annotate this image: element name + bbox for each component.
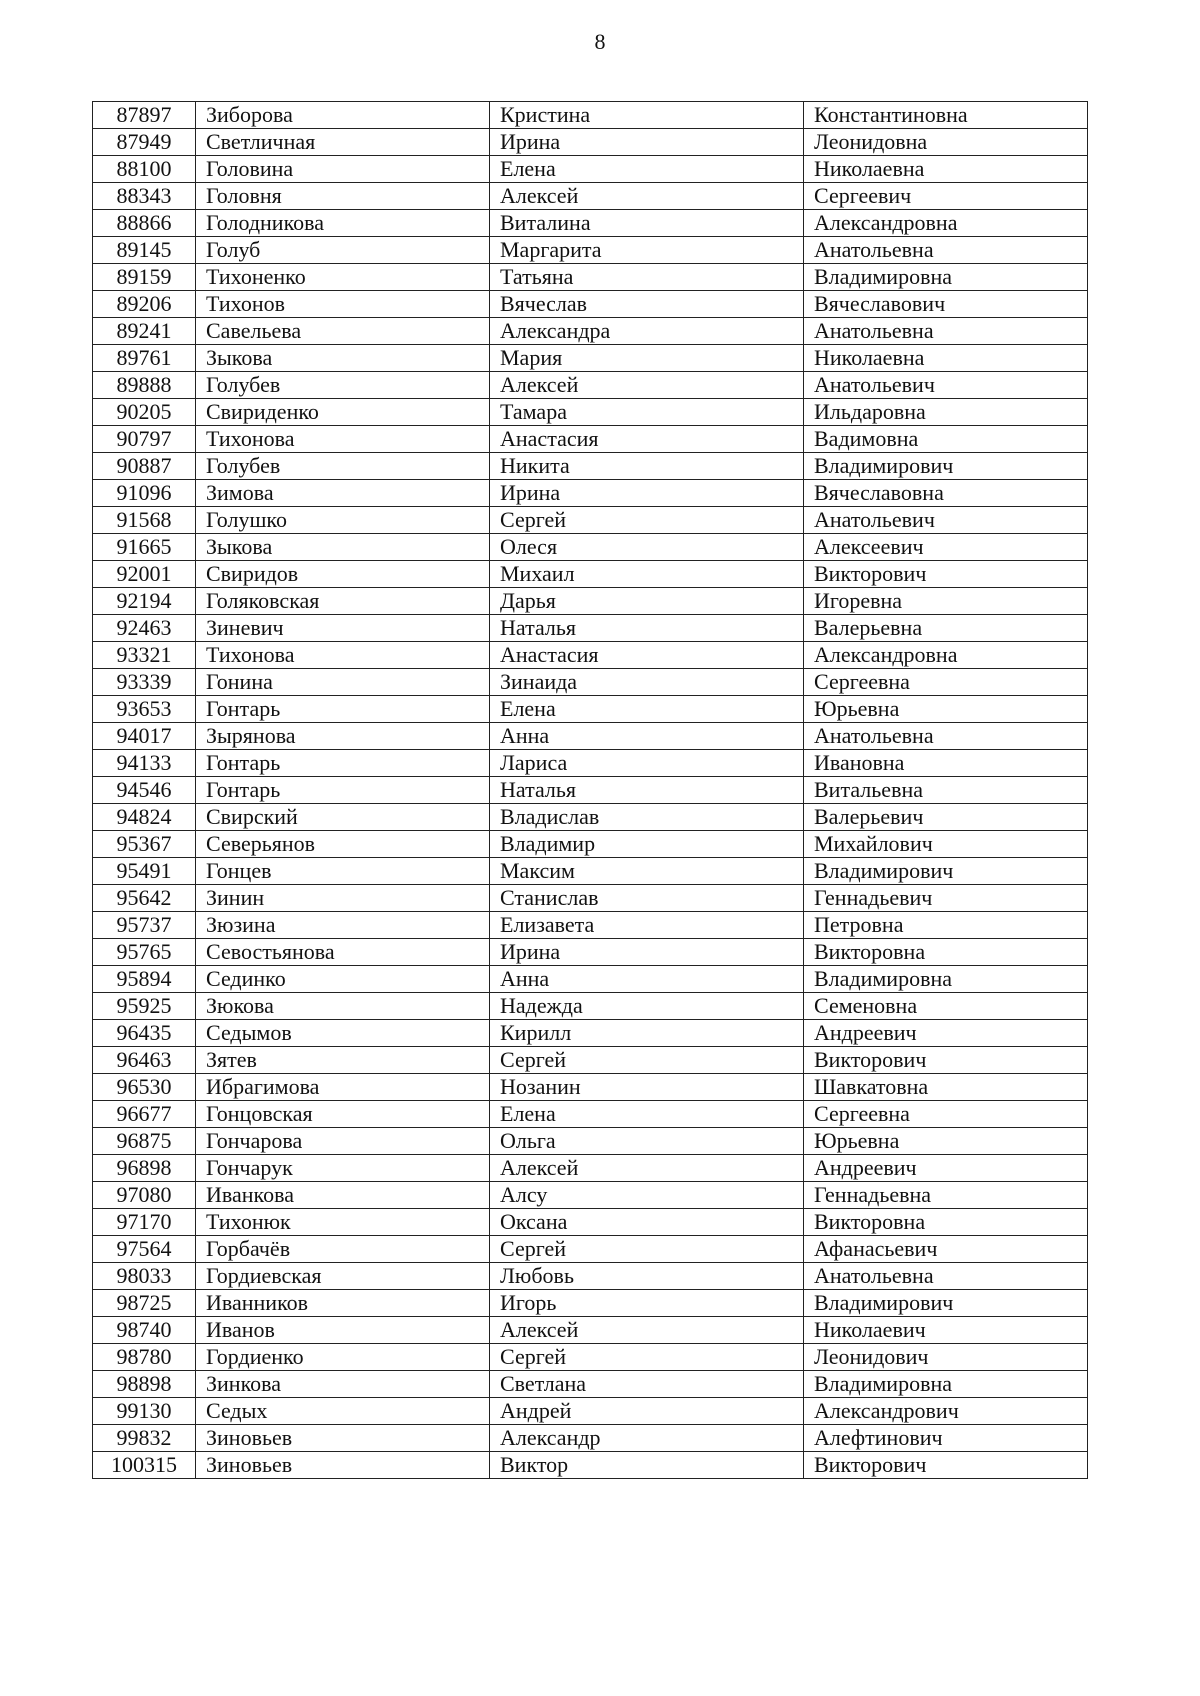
patronymic-cell: Анатольевна xyxy=(804,1263,1088,1290)
record-number-cell: 95491 xyxy=(93,858,196,885)
surname-cell: Тихонов xyxy=(196,291,490,318)
patronymic-cell: Владимировна xyxy=(804,966,1088,993)
first-name-cell: Михаил xyxy=(490,561,804,588)
table-row xyxy=(93,804,1088,831)
surname-cell: Гонтарь xyxy=(196,777,490,804)
table-row xyxy=(93,183,1088,210)
table-row xyxy=(93,642,1088,669)
first-name-cell: Любовь xyxy=(490,1263,804,1290)
surname-cell: Зырянова xyxy=(196,723,490,750)
record-number-cell: 89159 xyxy=(93,264,196,291)
surname-cell: Тихонюк xyxy=(196,1209,490,1236)
patronymic-cell: Витальевна xyxy=(804,777,1088,804)
table-row xyxy=(93,723,1088,750)
first-name-cell: Алексей xyxy=(490,1317,804,1344)
record-number-cell: 91568 xyxy=(93,507,196,534)
patronymic-cell: Семеновна xyxy=(804,993,1088,1020)
patronymic-cell: Викторович xyxy=(804,1047,1088,1074)
patronymic-cell: Владимирович xyxy=(804,453,1088,480)
patronymic-cell: Викторовна xyxy=(804,939,1088,966)
first-name-cell: Наталья xyxy=(490,615,804,642)
record-number-cell: 99130 xyxy=(93,1398,196,1425)
table-row xyxy=(93,1020,1088,1047)
first-name-cell: Ирина xyxy=(490,939,804,966)
patronymic-cell: Игоревна xyxy=(804,588,1088,615)
record-number-cell: 96463 xyxy=(93,1047,196,1074)
surname-cell: Тихонова xyxy=(196,642,490,669)
surname-cell: Ибрагимова xyxy=(196,1074,490,1101)
record-number-cell: 98033 xyxy=(93,1263,196,1290)
table-row xyxy=(93,588,1088,615)
patronymic-cell: Александрович xyxy=(804,1398,1088,1425)
first-name-cell: Наталья xyxy=(490,777,804,804)
surname-cell: Гонина xyxy=(196,669,490,696)
surname-cell: Гонцовская xyxy=(196,1101,490,1128)
surname-cell: Зинкова xyxy=(196,1371,490,1398)
table-row xyxy=(93,156,1088,183)
table-row xyxy=(93,750,1088,777)
patronymic-cell: Викторовна xyxy=(804,1209,1088,1236)
record-number-cell: 88343 xyxy=(93,183,196,210)
record-number-cell: 89761 xyxy=(93,345,196,372)
first-name-cell: Надежда xyxy=(490,993,804,1020)
surname-cell: Гордиевская xyxy=(196,1263,490,1290)
table-row xyxy=(93,102,1088,129)
surname-cell: Светличная xyxy=(196,129,490,156)
record-number-cell: 91665 xyxy=(93,534,196,561)
first-name-cell: Оксана xyxy=(490,1209,804,1236)
record-number-cell: 96530 xyxy=(93,1074,196,1101)
surname-cell: Гонтарь xyxy=(196,750,490,777)
table-row xyxy=(93,858,1088,885)
first-name-cell: Сергей xyxy=(490,1236,804,1263)
patronymic-cell: Валерьевич xyxy=(804,804,1088,831)
record-number-cell: 98898 xyxy=(93,1371,196,1398)
first-name-cell: Кирилл xyxy=(490,1020,804,1047)
table-row xyxy=(93,291,1088,318)
table-row xyxy=(93,1101,1088,1128)
record-number-cell: 89206 xyxy=(93,291,196,318)
first-name-cell: Александр xyxy=(490,1425,804,1452)
surname-cell: Иванников xyxy=(196,1290,490,1317)
patronymic-cell: Сергеевич xyxy=(804,183,1088,210)
patronymic-cell: Афанасьевич xyxy=(804,1236,1088,1263)
first-name-cell: Татьяна xyxy=(490,264,804,291)
first-name-cell: Игорь xyxy=(490,1290,804,1317)
record-number-cell: 93321 xyxy=(93,642,196,669)
surname-cell: Зюзина xyxy=(196,912,490,939)
patronymic-cell: Ивановна xyxy=(804,750,1088,777)
record-number-cell: 99832 xyxy=(93,1425,196,1452)
record-number-cell: 98740 xyxy=(93,1317,196,1344)
surname-cell: Голяковская xyxy=(196,588,490,615)
record-number-cell: 97080 xyxy=(93,1182,196,1209)
surname-cell: Головина xyxy=(196,156,490,183)
patronymic-cell: Алексеевич xyxy=(804,534,1088,561)
table-row xyxy=(93,885,1088,912)
first-name-cell: Максим xyxy=(490,858,804,885)
patronymic-cell: Анатольевна xyxy=(804,318,1088,345)
table-row xyxy=(93,939,1088,966)
roster-table-body xyxy=(93,102,1088,1479)
record-number-cell: 88866 xyxy=(93,210,196,237)
first-name-cell: Виктор xyxy=(490,1452,804,1479)
surname-cell: Горбачёв xyxy=(196,1236,490,1263)
first-name-cell: Владимир xyxy=(490,831,804,858)
surname-cell: Седымов xyxy=(196,1020,490,1047)
surname-cell: Зюкова xyxy=(196,993,490,1020)
table-row xyxy=(93,777,1088,804)
first-name-cell: Тамара xyxy=(490,399,804,426)
surname-cell: Севостьянова xyxy=(196,939,490,966)
record-number-cell: 89145 xyxy=(93,237,196,264)
first-name-cell: Алексей xyxy=(490,183,804,210)
patronymic-cell: Анатольевна xyxy=(804,237,1088,264)
surname-cell: Зыкова xyxy=(196,345,490,372)
patronymic-cell: Леонидович xyxy=(804,1344,1088,1371)
first-name-cell: Нозанин xyxy=(490,1074,804,1101)
record-number-cell: 92001 xyxy=(93,561,196,588)
first-name-cell: Алсу xyxy=(490,1182,804,1209)
table-row xyxy=(93,561,1088,588)
record-number-cell: 91096 xyxy=(93,480,196,507)
surname-cell: Свиридов xyxy=(196,561,490,588)
first-name-cell: Никита xyxy=(490,453,804,480)
table-row xyxy=(93,129,1088,156)
first-name-cell: Ольга xyxy=(490,1128,804,1155)
surname-cell: Голушко xyxy=(196,507,490,534)
record-number-cell: 96898 xyxy=(93,1155,196,1182)
patronymic-cell: Александровна xyxy=(804,642,1088,669)
table-row xyxy=(93,1182,1088,1209)
first-name-cell: Елена xyxy=(490,696,804,723)
first-name-cell: Анастасия xyxy=(490,426,804,453)
record-number-cell: 94017 xyxy=(93,723,196,750)
table-row xyxy=(93,1047,1088,1074)
table-row xyxy=(93,345,1088,372)
record-number-cell: 87897 xyxy=(93,102,196,129)
table-row xyxy=(93,426,1088,453)
surname-cell: Гончарова xyxy=(196,1128,490,1155)
first-name-cell: Виталина xyxy=(490,210,804,237)
first-name-cell: Вячеслав xyxy=(490,291,804,318)
patronymic-cell: Николаевна xyxy=(804,345,1088,372)
surname-cell: Гонтарь xyxy=(196,696,490,723)
table-row xyxy=(93,1155,1088,1182)
table-row xyxy=(93,696,1088,723)
patronymic-cell: Викторович xyxy=(804,1452,1088,1479)
first-name-cell: Ирина xyxy=(490,480,804,507)
surname-cell: Голодникова xyxy=(196,210,490,237)
surname-cell: Тихонова xyxy=(196,426,490,453)
surname-cell: Иванкова xyxy=(196,1182,490,1209)
record-number-cell: 97170 xyxy=(93,1209,196,1236)
patronymic-cell: Юрьевна xyxy=(804,696,1088,723)
first-name-cell: Елена xyxy=(490,156,804,183)
table-row xyxy=(93,1317,1088,1344)
patronymic-cell: Анатольевич xyxy=(804,507,1088,534)
record-number-cell: 95925 xyxy=(93,993,196,1020)
table-row xyxy=(93,318,1088,345)
table-row xyxy=(93,210,1088,237)
surname-cell: Зиневич xyxy=(196,615,490,642)
first-name-cell: Анна xyxy=(490,723,804,750)
record-number-cell: 96875 xyxy=(93,1128,196,1155)
record-number-cell: 98725 xyxy=(93,1290,196,1317)
first-name-cell: Маргарита xyxy=(490,237,804,264)
surname-cell: Северьянов xyxy=(196,831,490,858)
table-row xyxy=(93,237,1088,264)
surname-cell: Зиновьев xyxy=(196,1425,490,1452)
record-number-cell: 97564 xyxy=(93,1236,196,1263)
table-row xyxy=(93,1344,1088,1371)
table-row xyxy=(93,912,1088,939)
patronymic-cell: Алефтинович xyxy=(804,1425,1088,1452)
roster-table xyxy=(92,101,1088,1479)
table-row xyxy=(93,1371,1088,1398)
record-number-cell: 95737 xyxy=(93,912,196,939)
page-number: 8 xyxy=(594,29,606,54)
patronymic-cell: Анатольевна xyxy=(804,723,1088,750)
patronymic-cell: Михайлович xyxy=(804,831,1088,858)
first-name-cell: Зинаида xyxy=(490,669,804,696)
record-number-cell: 89241 xyxy=(93,318,196,345)
table-row xyxy=(93,507,1088,534)
patronymic-cell: Владимировна xyxy=(804,264,1088,291)
surname-cell: Свирский xyxy=(196,804,490,831)
surname-cell: Зиновьев xyxy=(196,1452,490,1479)
patronymic-cell: Анатольевич xyxy=(804,372,1088,399)
table-row xyxy=(93,615,1088,642)
record-number-cell: 96435 xyxy=(93,1020,196,1047)
table-row xyxy=(93,264,1088,291)
patronymic-cell: Викторович xyxy=(804,561,1088,588)
first-name-cell: Елена xyxy=(490,1101,804,1128)
table-row xyxy=(93,1074,1088,1101)
first-name-cell: Олеся xyxy=(490,534,804,561)
record-number-cell: 90887 xyxy=(93,453,196,480)
surname-cell: Голубев xyxy=(196,453,490,480)
table-row xyxy=(93,480,1088,507)
patronymic-cell: Владимировна xyxy=(804,1371,1088,1398)
patronymic-cell: Леонидовна xyxy=(804,129,1088,156)
patronymic-cell: Вячеславович xyxy=(804,291,1088,318)
record-number-cell: 89888 xyxy=(93,372,196,399)
patronymic-cell: Ильдаровна xyxy=(804,399,1088,426)
first-name-cell: Ирина xyxy=(490,129,804,156)
first-name-cell: Алексей xyxy=(490,1155,804,1182)
patronymic-cell: Сергеевна xyxy=(804,1101,1088,1128)
record-number-cell: 93339 xyxy=(93,669,196,696)
first-name-cell: Сергей xyxy=(490,1047,804,1074)
surname-cell: Седых xyxy=(196,1398,490,1425)
record-number-cell: 96677 xyxy=(93,1101,196,1128)
record-number-cell: 94824 xyxy=(93,804,196,831)
patronymic-cell: Вячеславовна xyxy=(804,480,1088,507)
table-row xyxy=(93,1236,1088,1263)
surname-cell: Свириденко xyxy=(196,399,490,426)
record-number-cell: 93653 xyxy=(93,696,196,723)
surname-cell: Головня xyxy=(196,183,490,210)
patronymic-cell: Николаевна xyxy=(804,156,1088,183)
first-name-cell: Кристина xyxy=(490,102,804,129)
first-name-cell: Лариса xyxy=(490,750,804,777)
record-number-cell: 87949 xyxy=(93,129,196,156)
record-number-cell: 90797 xyxy=(93,426,196,453)
table-row xyxy=(93,1398,1088,1425)
patronymic-cell: Геннадьевич xyxy=(804,885,1088,912)
patronymic-cell: Петровна xyxy=(804,912,1088,939)
surname-cell: Сединко xyxy=(196,966,490,993)
record-number-cell: 98780 xyxy=(93,1344,196,1371)
patronymic-cell: Геннадьевна xyxy=(804,1182,1088,1209)
surname-cell: Зиборова xyxy=(196,102,490,129)
table-row xyxy=(93,966,1088,993)
first-name-cell: Сергей xyxy=(490,507,804,534)
record-number-cell: 90205 xyxy=(93,399,196,426)
table-row xyxy=(93,453,1088,480)
record-number-cell: 92463 xyxy=(93,615,196,642)
table-row xyxy=(93,534,1088,561)
first-name-cell: Анна xyxy=(490,966,804,993)
patronymic-cell: Андреевич xyxy=(804,1020,1088,1047)
first-name-cell: Светлана xyxy=(490,1371,804,1398)
first-name-cell: Александра xyxy=(490,318,804,345)
patronymic-cell: Шавкатовна xyxy=(804,1074,1088,1101)
first-name-cell: Елизавета xyxy=(490,912,804,939)
patronymic-cell: Вадимовна xyxy=(804,426,1088,453)
record-number-cell: 95894 xyxy=(93,966,196,993)
record-number-cell: 88100 xyxy=(93,156,196,183)
first-name-cell: Владислав xyxy=(490,804,804,831)
surname-cell: Зимова xyxy=(196,480,490,507)
patronymic-cell: Валерьевна xyxy=(804,615,1088,642)
first-name-cell: Мария xyxy=(490,345,804,372)
patronymic-cell: Александровна xyxy=(804,210,1088,237)
table-row xyxy=(93,372,1088,399)
first-name-cell: Алексей xyxy=(490,372,804,399)
surname-cell: Гонцев xyxy=(196,858,490,885)
first-name-cell: Станислав xyxy=(490,885,804,912)
table-row xyxy=(93,399,1088,426)
record-number-cell: 95765 xyxy=(93,939,196,966)
surname-cell: Зятев xyxy=(196,1047,490,1074)
surname-cell: Гордиенко xyxy=(196,1344,490,1371)
patronymic-cell: Владимирович xyxy=(804,1290,1088,1317)
first-name-cell: Сергей xyxy=(490,1344,804,1371)
surname-cell: Голубев xyxy=(196,372,490,399)
patronymic-cell: Константиновна xyxy=(804,102,1088,129)
surname-cell: Савельева xyxy=(196,318,490,345)
patronymic-cell: Владимирович xyxy=(804,858,1088,885)
surname-cell: Иванов xyxy=(196,1317,490,1344)
table-row xyxy=(93,1209,1088,1236)
first-name-cell: Андрей xyxy=(490,1398,804,1425)
record-number-cell: 92194 xyxy=(93,588,196,615)
first-name-cell: Дарья xyxy=(490,588,804,615)
table-row xyxy=(93,1452,1088,1479)
first-name-cell: Анастасия xyxy=(490,642,804,669)
table-row xyxy=(93,1425,1088,1452)
table-row xyxy=(93,1263,1088,1290)
surname-cell: Гончарук xyxy=(196,1155,490,1182)
record-number-cell: 94133 xyxy=(93,750,196,777)
patronymic-cell: Сергеевна xyxy=(804,669,1088,696)
table-row xyxy=(93,831,1088,858)
record-number-cell: 95642 xyxy=(93,885,196,912)
surname-cell: Голуб xyxy=(196,237,490,264)
record-number-cell: 94546 xyxy=(93,777,196,804)
patronymic-cell: Юрьевна xyxy=(804,1128,1088,1155)
record-number-cell: 95367 xyxy=(93,831,196,858)
record-number-cell: 100315 xyxy=(93,1452,196,1479)
table-row xyxy=(93,1128,1088,1155)
table-row xyxy=(93,1290,1088,1317)
surname-cell: Зыкова xyxy=(196,534,490,561)
table-row xyxy=(93,669,1088,696)
surname-cell: Зинин xyxy=(196,885,490,912)
patronymic-cell: Андреевич xyxy=(804,1155,1088,1182)
patronymic-cell: Николаевич xyxy=(804,1317,1088,1344)
table-row xyxy=(93,993,1088,1020)
surname-cell: Тихоненко xyxy=(196,264,490,291)
